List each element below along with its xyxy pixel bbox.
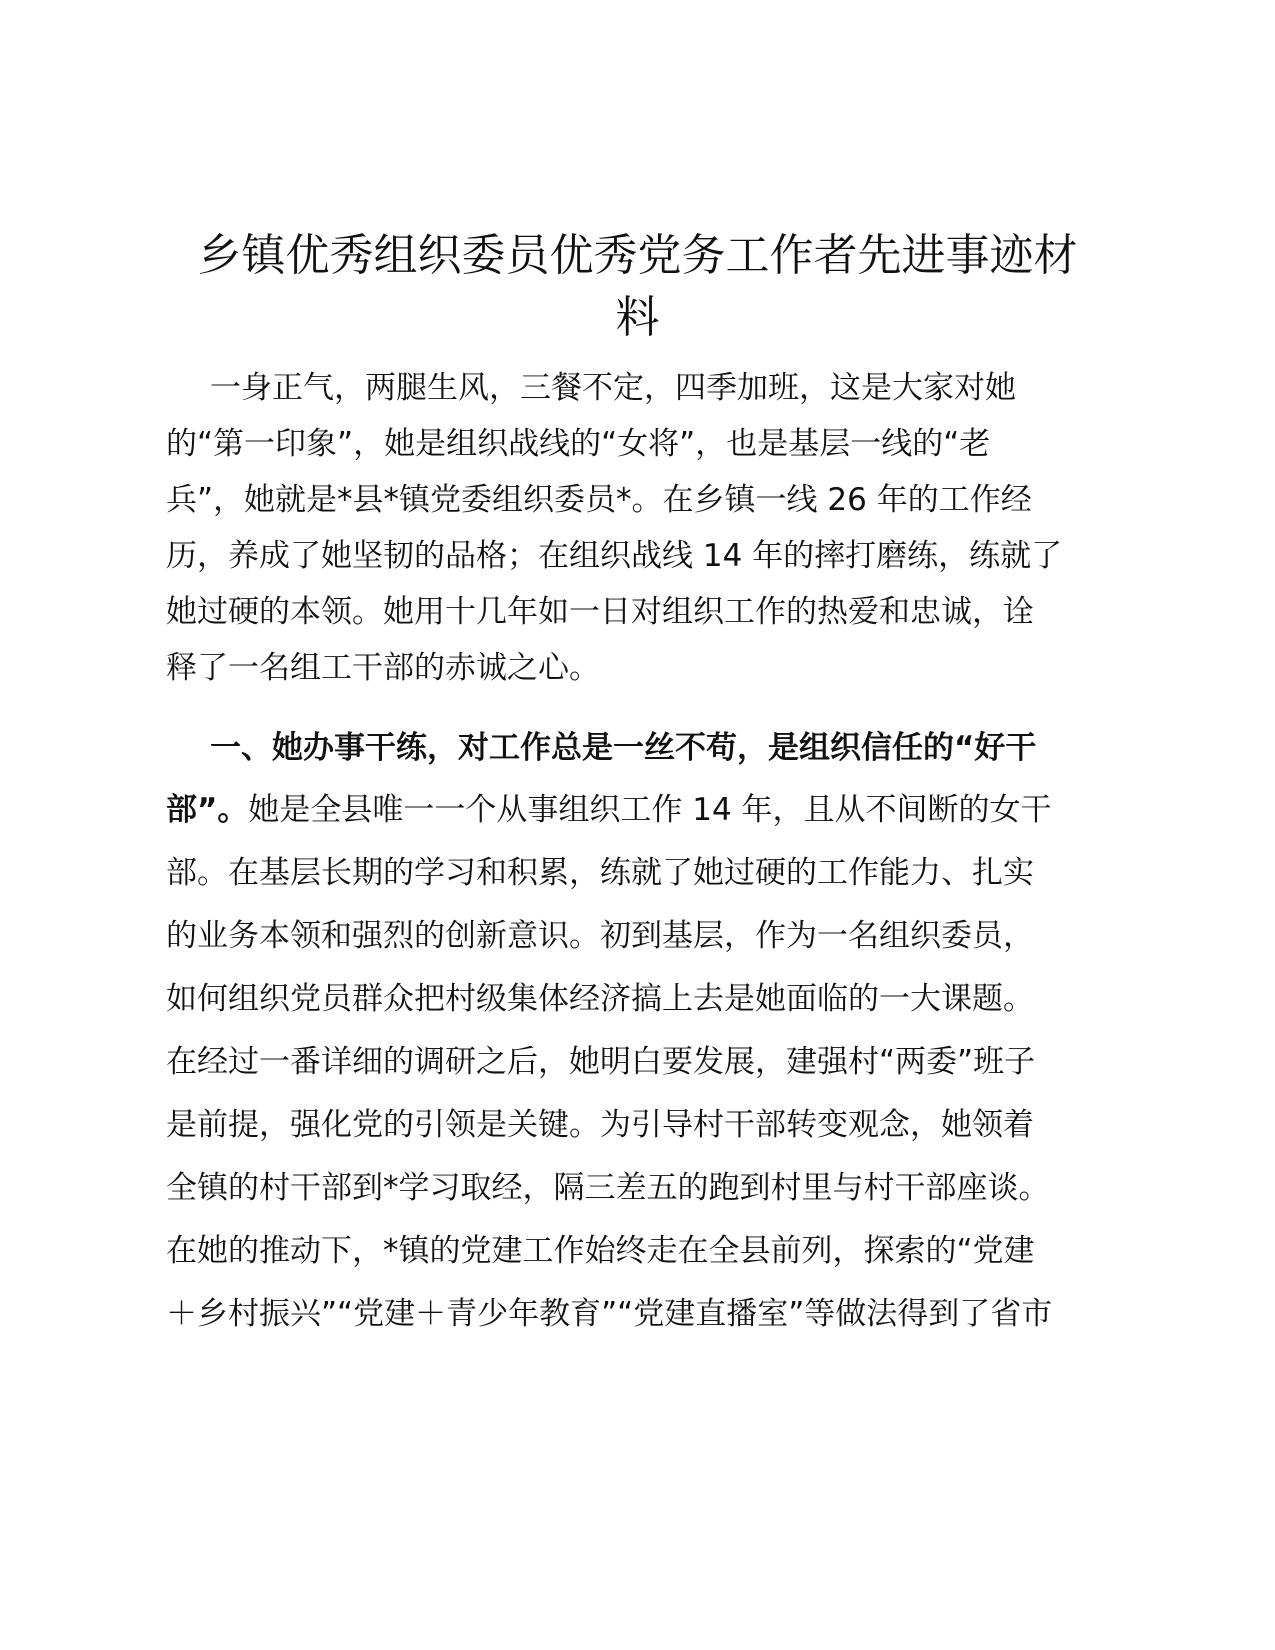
intro-paragraph-line: 的“第一印象”，她是组织战线的“女将”，也是基层一线的“老 [166, 426, 991, 462]
section-heading-end: 部”。 [166, 792, 249, 828]
intro-paragraph-line: 她过硬的本领。她用十几年如一日对组织工作的热爱和忠诚，诠 [166, 594, 1034, 630]
section-paragraph-line: 在她的推动下，*镇的党建工作始终走在全县前列，探索的“党建 [166, 1233, 1035, 1269]
section-paragraph-line: 如何组织党员群众把村级集体经济搞上去是她面临的一大课题。 [166, 981, 1034, 1017]
section-paragraph-line [166, 790, 1052, 830]
section-paragraph-line: 全镇的村干部到*学习取经，隔三差五的跑到村里与村干部座谈。 [166, 1170, 1050, 1206]
intro-paragraph-line: 历，养成了她坚韧的品格；在组织战线 14 年的摔打磨练，练就了 [166, 538, 1063, 574]
document-title-line-1: 乡镇优秀组织委员优秀党务工作者先进事迹材 [197, 230, 1078, 281]
intro-paragraph-line: 释了一名组工干部的赤诚之心。 [166, 650, 600, 686]
section-paragraph-line: ＋乡村振兴”“党建＋青少年教育”“党建直播室”等做法得到了省市 [166, 1296, 1053, 1332]
intro-paragraph-line: 一身正气，两腿生风，三餐不定，四季加班，这是大家对她 [210, 370, 1016, 406]
section-paragraph-line: 的业务本领和强烈的创新意识。初到基层，作为一名组织委员， [166, 918, 1034, 954]
section-text: 她是全县唯一一个从事组织工作 14 年，且从不间断的女干 [248, 792, 1052, 828]
section-paragraph-line: 是前提，强化党的引领是关键。为引导村干部转变观念，她领着 [166, 1107, 1034, 1143]
section-heading: 一、她办事干练，对工作总是一丝不苟，是组织信任的“好干 [210, 730, 1037, 766]
section-paragraph-line: 在经过一番详细的调研之后，她明白要发展，建强村“两委”班子 [166, 1044, 1036, 1080]
document-title-line-2: 料 [615, 292, 660, 343]
section-paragraph-line: 部。在基层长期的学习和积累，练就了她过硬的工作能力、扎实 [166, 855, 1034, 891]
intro-paragraph-line: 兵”，她就是*县*镇党委组织委员*。在乡镇一线 26 年的工作经 [166, 482, 1032, 518]
